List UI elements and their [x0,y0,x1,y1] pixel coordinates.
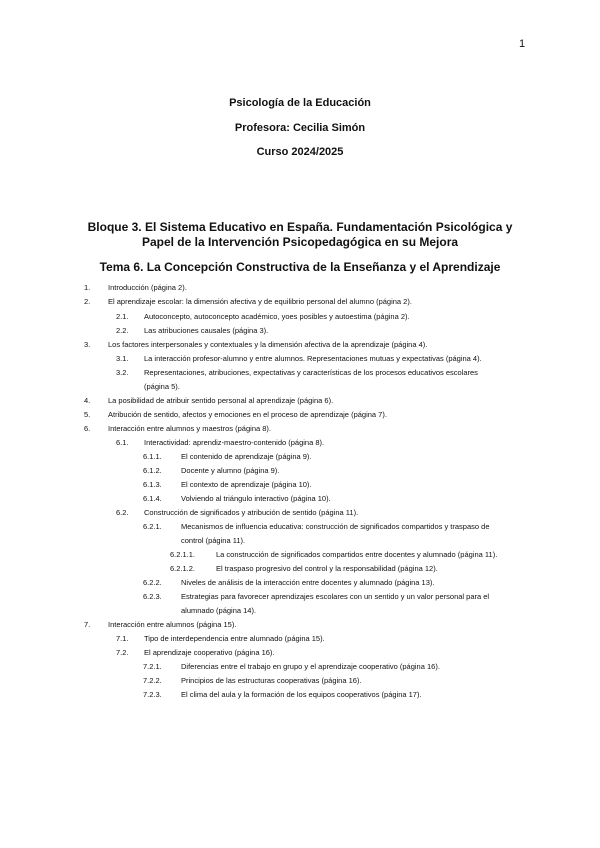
page-number: 1 [519,38,526,50]
theme-title: Tema 6. La Concepción Constructiva de la Enseñanza y el Aprendizaje [99,260,501,274]
block-title-line1: Bloque 3. El Sistema Educativo en España. Fundamentación Psicológica y [87,220,513,234]
course-line: Curso 2024/2025 [256,146,344,158]
subject-title: Psicología de la Educación [229,97,371,109]
block-title-line2: Papel de la Intervención Psicopedagógica en su Mejora [141,235,459,249]
teacher-line: Profesora: Cecilia Simón [234,122,366,134]
